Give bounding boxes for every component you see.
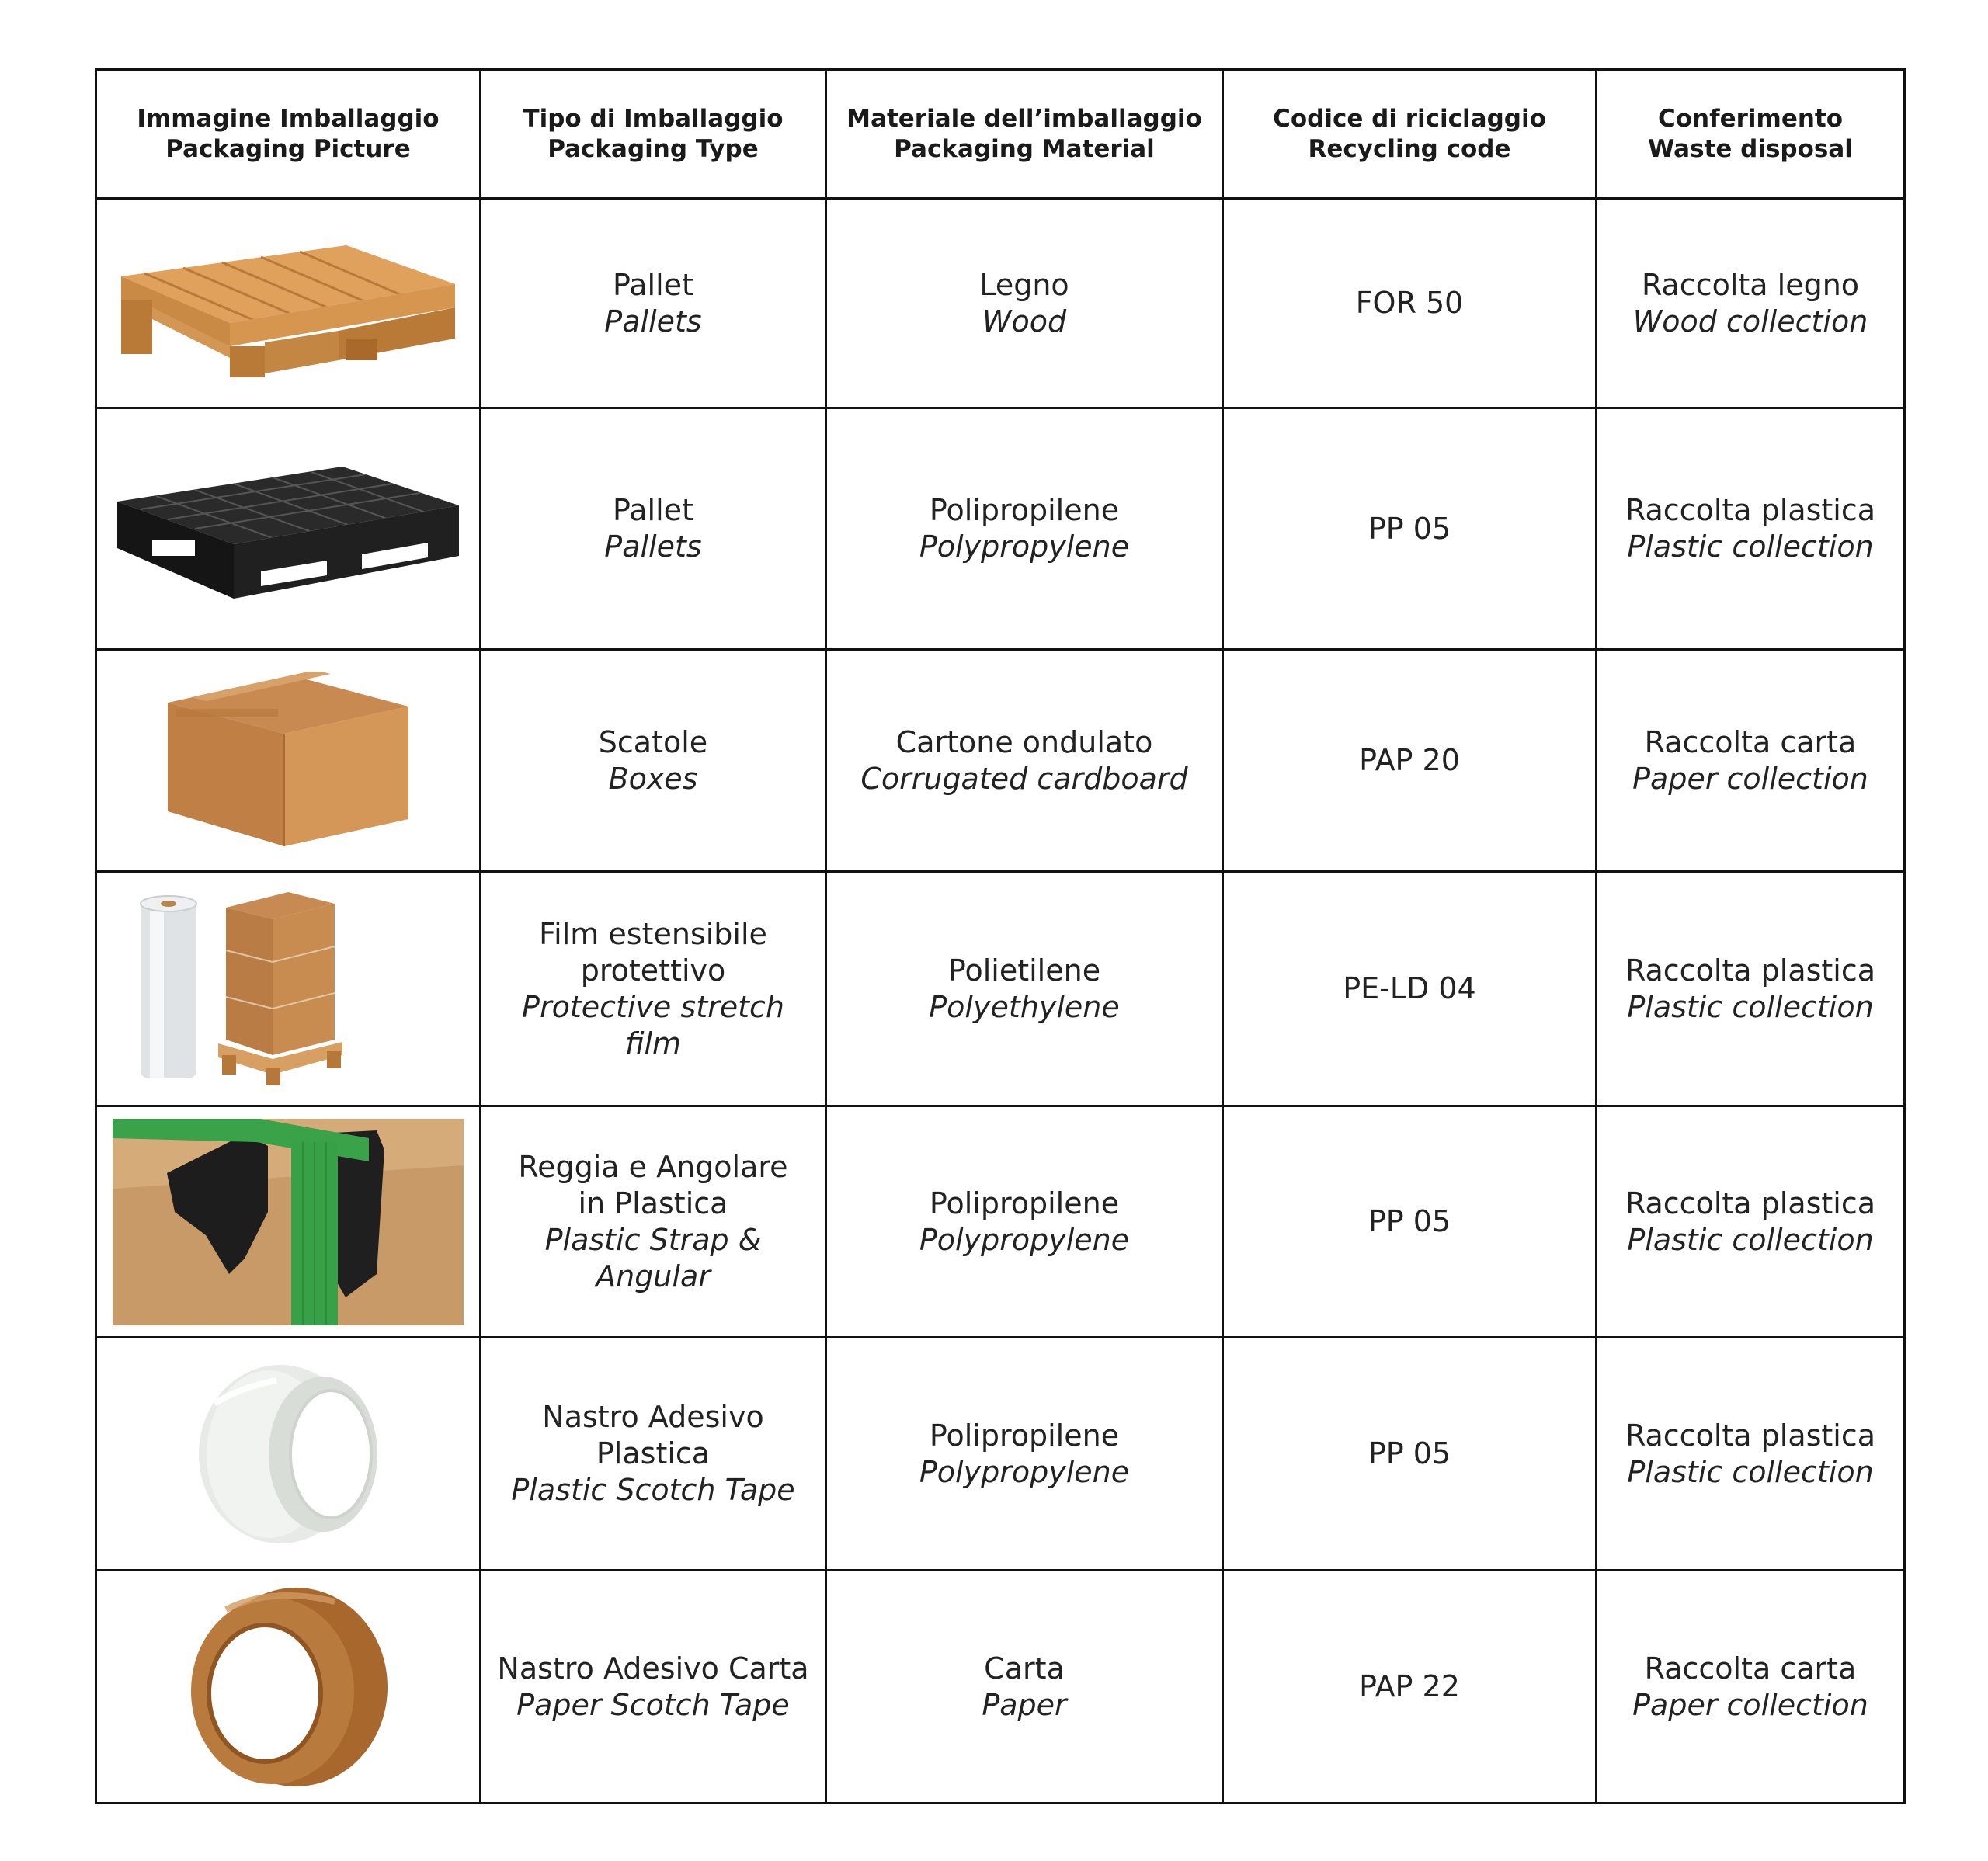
code-cell: PP 05 [1223,1338,1597,1571]
disposal-cell: Raccolta plastica Plastic collection [1597,872,1905,1106]
brown-tape-icon [96,1571,481,1804]
type-cell: Pallet Pallets [481,408,826,650]
code-cell: PAP 22 [1223,1571,1597,1804]
stretch-film-icon [96,872,481,1106]
clear-tape-icon [96,1338,481,1571]
type-cell: Nastro Adesivo Plastica Plastic Scotch Tape [481,1338,826,1571]
header-type: Tipo di Imballaggio Packaging Type [481,70,826,199]
header-code: Codice di riciclaggio Recycling code [1223,70,1597,199]
type-cell: Reggia e Angolare in Plastica Plastic Strap & Angular [481,1106,826,1338]
code-cell: PE-LD 04 [1223,872,1597,1106]
plastic-pallet-icon [96,408,481,650]
disposal-cell: Raccolta plastica Plastic collection [1597,1106,1905,1338]
type-cell: Nastro Adesivo Carta Paper Scotch Tape [481,1571,826,1804]
material-cell: Polipropilene Polypropylene [826,1106,1223,1338]
disposal-cell: Raccolta plastica Plastic collection [1597,1338,1905,1571]
table-row [96,199,1905,408]
material-cell: Polipropilene Polypropylene [826,408,1223,650]
material-cell: Polipropilene Polypropylene [826,1338,1223,1571]
packaging-table [95,68,1906,1804]
code-cell: PP 05 [1223,1106,1597,1338]
material-cell: Legno Wood [826,199,1223,408]
disposal-cell: Raccolta plastica Plastic collection [1597,408,1905,650]
table-row [96,1106,1905,1338]
header-row [96,70,1905,199]
type-cell: Scatole Boxes [481,650,826,872]
code-cell: FOR 50 [1223,199,1597,408]
header-material: Materiale dell’imballaggio Packaging Material [826,70,1223,199]
header-picture: Immagine Imballaggio Packaging Picture [96,70,481,199]
code-cell: PAP 20 [1223,650,1597,872]
table-row [96,1338,1905,1571]
header-disposal: Conferimento Waste disposal [1597,70,1905,199]
material-cell: Cartone ondulato Corrugated cardboard [826,650,1223,872]
wooden-pallet-icon [96,199,481,408]
type-cell: Film estensibile protettivo Protective stretch film [481,872,826,1106]
material-cell: Polietilene Polyethylene [826,872,1223,1106]
material-cell: Carta Paper [826,1571,1223,1804]
strap-angular-icon [96,1106,481,1338]
disposal-cell: Raccolta legno Wood collection [1597,199,1905,408]
disposal-cell: Raccolta carta Paper collection [1597,1571,1905,1804]
table-row [96,872,1905,1106]
code-cell: PP 05 [1223,408,1597,650]
disposal-cell: Raccolta carta Paper collection [1597,650,1905,872]
type-cell: Pallet Pallets [481,199,826,408]
table-row [96,650,1905,872]
table-row [96,1571,1905,1804]
cardboard-box-icon [96,650,481,872]
table-row [96,408,1905,650]
